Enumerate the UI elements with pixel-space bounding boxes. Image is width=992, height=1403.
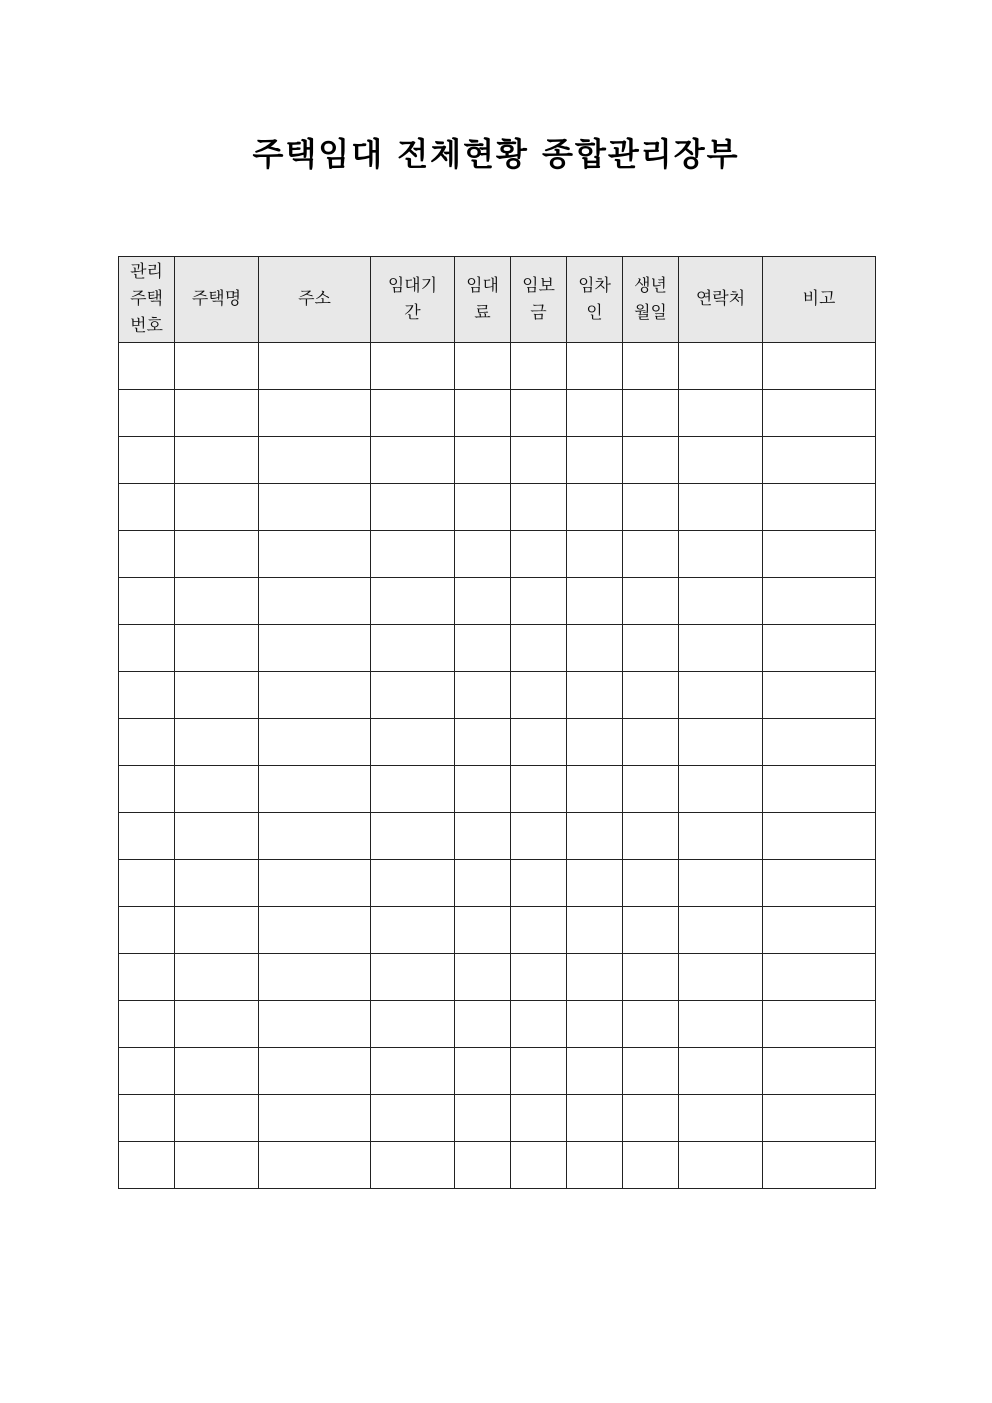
cell-lease-period[interactable] xyxy=(371,437,455,484)
cell-remarks[interactable] xyxy=(763,907,876,954)
cell-remarks[interactable] xyxy=(763,1142,876,1189)
cell-contact[interactable] xyxy=(679,1048,763,1095)
cell-address[interactable] xyxy=(259,578,371,625)
cell-deposit[interactable] xyxy=(511,1095,567,1142)
cell-birth-date[interactable] xyxy=(623,860,679,907)
cell-house-number[interactable] xyxy=(119,1142,175,1189)
cell-birth-date[interactable] xyxy=(623,1048,679,1095)
cell-tenant[interactable] xyxy=(567,1095,623,1142)
cell-remarks[interactable] xyxy=(763,531,876,578)
cell-house-name[interactable] xyxy=(175,1001,259,1048)
cell-contact[interactable] xyxy=(679,343,763,390)
cell-contact[interactable] xyxy=(679,672,763,719)
cell-lease-period[interactable] xyxy=(371,813,455,860)
cell-rent[interactable] xyxy=(455,1001,511,1048)
cell-house-number[interactable] xyxy=(119,625,175,672)
cell-lease-period[interactable] xyxy=(371,907,455,954)
cell-tenant[interactable] xyxy=(567,437,623,484)
cell-address[interactable] xyxy=(259,390,371,437)
cell-birth-date[interactable] xyxy=(623,766,679,813)
table-row xyxy=(119,625,876,672)
cell-deposit[interactable] xyxy=(511,437,567,484)
cell-address[interactable] xyxy=(259,1142,371,1189)
cell-house-name[interactable] xyxy=(175,1095,259,1142)
cell-birth-date[interactable] xyxy=(623,954,679,1001)
cell-lease-period[interactable] xyxy=(371,1095,455,1142)
table-row xyxy=(119,437,876,484)
cell-contact[interactable] xyxy=(679,766,763,813)
cell-lease-period[interactable] xyxy=(371,625,455,672)
cell-tenant[interactable] xyxy=(567,1142,623,1189)
cell-lease-period[interactable] xyxy=(371,343,455,390)
cell-rent[interactable] xyxy=(455,1095,511,1142)
cell-deposit[interactable] xyxy=(511,531,567,578)
header-house-name: 주택명 xyxy=(175,257,259,343)
cell-remarks[interactable] xyxy=(763,766,876,813)
cell-contact[interactable] xyxy=(679,578,763,625)
cell-tenant[interactable] xyxy=(567,531,623,578)
cell-remarks[interactable] xyxy=(763,813,876,860)
cell-address[interactable] xyxy=(259,437,371,484)
cell-remarks[interactable] xyxy=(763,954,876,1001)
cell-house-number[interactable] xyxy=(119,1001,175,1048)
header-address: 주소 xyxy=(259,257,371,343)
table-row xyxy=(119,1001,876,1048)
cell-house-name[interactable] xyxy=(175,390,259,437)
cell-contact[interactable] xyxy=(679,625,763,672)
cell-remarks[interactable] xyxy=(763,1048,876,1095)
cell-birth-date[interactable] xyxy=(623,390,679,437)
cell-birth-date[interactable] xyxy=(623,1001,679,1048)
cell-deposit[interactable] xyxy=(511,1048,567,1095)
header-rent: 임대 료 xyxy=(455,257,511,343)
cell-house-number[interactable] xyxy=(119,484,175,531)
cell-house-name[interactable] xyxy=(175,672,259,719)
cell-birth-date[interactable] xyxy=(623,719,679,766)
cell-birth-date[interactable] xyxy=(623,437,679,484)
cell-rent[interactable] xyxy=(455,437,511,484)
table-row xyxy=(119,343,876,390)
cell-birth-date[interactable] xyxy=(623,343,679,390)
cell-house-number[interactable] xyxy=(119,813,175,860)
cell-house-name[interactable] xyxy=(175,625,259,672)
cell-birth-date[interactable] xyxy=(623,813,679,860)
cell-deposit[interactable] xyxy=(511,1001,567,1048)
cell-contact[interactable] xyxy=(679,437,763,484)
cell-rent[interactable] xyxy=(455,625,511,672)
cell-rent[interactable] xyxy=(455,954,511,1001)
cell-birth-date[interactable] xyxy=(623,578,679,625)
cell-house-name[interactable] xyxy=(175,531,259,578)
cell-house-name[interactable] xyxy=(175,1048,259,1095)
cell-rent[interactable] xyxy=(455,813,511,860)
cell-rent[interactable] xyxy=(455,531,511,578)
cell-deposit[interactable] xyxy=(511,719,567,766)
cell-deposit[interactable] xyxy=(511,672,567,719)
cell-address[interactable] xyxy=(259,531,371,578)
cell-house-name[interactable] xyxy=(175,766,259,813)
housing-lease-ledger-table xyxy=(118,256,876,1189)
cell-house-name[interactable] xyxy=(175,907,259,954)
cell-house-name[interactable] xyxy=(175,484,259,531)
cell-contact[interactable] xyxy=(679,531,763,578)
cell-address[interactable] xyxy=(259,625,371,672)
ledger-body xyxy=(119,343,876,1189)
cell-contact[interactable] xyxy=(679,860,763,907)
cell-birth-date[interactable] xyxy=(623,484,679,531)
table-row xyxy=(119,1142,876,1189)
cell-remarks[interactable] xyxy=(763,672,876,719)
cell-contact[interactable] xyxy=(679,390,763,437)
cell-contact[interactable] xyxy=(679,813,763,860)
table-row xyxy=(119,954,876,1001)
cell-deposit[interactable] xyxy=(511,625,567,672)
cell-rent[interactable] xyxy=(455,1142,511,1189)
cell-deposit[interactable] xyxy=(511,343,567,390)
cell-tenant[interactable] xyxy=(567,484,623,531)
cell-tenant[interactable] xyxy=(567,390,623,437)
cell-deposit[interactable] xyxy=(511,484,567,531)
cell-lease-period[interactable] xyxy=(371,954,455,1001)
cell-address[interactable] xyxy=(259,484,371,531)
page-title: 주택임대 전체현황 종합관리장부 xyxy=(252,135,740,173)
cell-remarks[interactable] xyxy=(763,343,876,390)
cell-remarks[interactable] xyxy=(763,860,876,907)
cell-birth-date[interactable] xyxy=(623,531,679,578)
header-birth-date: 생년 월일 xyxy=(623,257,679,343)
cell-tenant[interactable] xyxy=(567,719,623,766)
cell-lease-period[interactable] xyxy=(371,1001,455,1048)
cell-contact[interactable] xyxy=(679,484,763,531)
cell-deposit[interactable] xyxy=(511,390,567,437)
cell-birth-date[interactable] xyxy=(623,907,679,954)
cell-address[interactable] xyxy=(259,860,371,907)
cell-tenant[interactable] xyxy=(567,860,623,907)
cell-rent[interactable] xyxy=(455,343,511,390)
table-row xyxy=(119,390,876,437)
cell-house-number[interactable] xyxy=(119,860,175,907)
header-deposit: 임보 금 xyxy=(511,257,567,343)
cell-house-number[interactable] xyxy=(119,1095,175,1142)
cell-lease-period[interactable] xyxy=(371,531,455,578)
cell-remarks[interactable] xyxy=(763,1095,876,1142)
cell-lease-period[interactable] xyxy=(371,1048,455,1095)
cell-lease-period[interactable] xyxy=(371,1142,455,1189)
cell-contact[interactable] xyxy=(679,907,763,954)
cell-birth-date[interactable] xyxy=(623,625,679,672)
cell-house-number[interactable] xyxy=(119,578,175,625)
cell-tenant[interactable] xyxy=(567,907,623,954)
cell-rent[interactable] xyxy=(455,766,511,813)
cell-birth-date[interactable] xyxy=(623,1095,679,1142)
cell-remarks[interactable] xyxy=(763,719,876,766)
cell-deposit[interactable] xyxy=(511,1142,567,1189)
cell-remarks[interactable] xyxy=(763,578,876,625)
cell-address[interactable] xyxy=(259,719,371,766)
cell-remarks[interactable] xyxy=(763,484,876,531)
table-row xyxy=(119,907,876,954)
cell-tenant[interactable] xyxy=(567,578,623,625)
cell-deposit[interactable] xyxy=(511,766,567,813)
cell-contact[interactable] xyxy=(679,1095,763,1142)
header-lease-period: 임대기 간 xyxy=(371,257,455,343)
table-row xyxy=(119,719,876,766)
cell-rent[interactable] xyxy=(455,484,511,531)
cell-tenant[interactable] xyxy=(567,343,623,390)
cell-lease-period[interactable] xyxy=(371,860,455,907)
cell-lease-period[interactable] xyxy=(371,390,455,437)
cell-address[interactable] xyxy=(259,343,371,390)
cell-house-name[interactable] xyxy=(175,578,259,625)
table-row xyxy=(119,766,876,813)
cell-deposit[interactable] xyxy=(511,578,567,625)
cell-remarks[interactable] xyxy=(763,625,876,672)
cell-contact[interactable] xyxy=(679,1001,763,1048)
table-row xyxy=(119,860,876,907)
cell-tenant[interactable] xyxy=(567,954,623,1001)
cell-address[interactable] xyxy=(259,1001,371,1048)
header-row xyxy=(119,257,876,343)
cell-house-name[interactable] xyxy=(175,437,259,484)
cell-contact[interactable] xyxy=(679,1142,763,1189)
cell-tenant[interactable] xyxy=(567,625,623,672)
cell-lease-period[interactable] xyxy=(371,484,455,531)
cell-house-name[interactable] xyxy=(175,719,259,766)
cell-birth-date[interactable] xyxy=(623,672,679,719)
cell-house-name[interactable] xyxy=(175,813,259,860)
cell-deposit[interactable] xyxy=(511,954,567,1001)
cell-house-number[interactable] xyxy=(119,672,175,719)
cell-address[interactable] xyxy=(259,813,371,860)
cell-remarks[interactable] xyxy=(763,390,876,437)
cell-deposit[interactable] xyxy=(511,907,567,954)
cell-rent[interactable] xyxy=(455,672,511,719)
cell-tenant[interactable] xyxy=(567,766,623,813)
cell-rent[interactable] xyxy=(455,907,511,954)
header-contact: 연락처 xyxy=(679,257,763,343)
cell-tenant[interactable] xyxy=(567,1001,623,1048)
cell-address[interactable] xyxy=(259,1048,371,1095)
table-row xyxy=(119,531,876,578)
cell-rent[interactable] xyxy=(455,578,511,625)
header-remarks: 비고 xyxy=(763,257,876,343)
cell-house-number[interactable] xyxy=(119,954,175,1001)
cell-house-number[interactable] xyxy=(119,766,175,813)
cell-house-name[interactable] xyxy=(175,1142,259,1189)
cell-house-number[interactable] xyxy=(119,719,175,766)
cell-tenant[interactable] xyxy=(567,813,623,860)
cell-contact[interactable] xyxy=(679,719,763,766)
header-tenant: 임차 인 xyxy=(567,257,623,343)
cell-house-name[interactable] xyxy=(175,860,259,907)
table-row xyxy=(119,813,876,860)
cell-deposit[interactable] xyxy=(511,813,567,860)
table-row xyxy=(119,1048,876,1095)
cell-house-name[interactable] xyxy=(175,954,259,1001)
cell-rent[interactable] xyxy=(455,1048,511,1095)
cell-tenant[interactable] xyxy=(567,1048,623,1095)
cell-lease-period[interactable] xyxy=(371,672,455,719)
table-row xyxy=(119,484,876,531)
cell-birth-date[interactable] xyxy=(623,1142,679,1189)
cell-house-number[interactable] xyxy=(119,437,175,484)
cell-rent[interactable] xyxy=(455,390,511,437)
cell-house-number[interactable] xyxy=(119,1048,175,1095)
cell-address[interactable] xyxy=(259,907,371,954)
cell-address[interactable] xyxy=(259,1095,371,1142)
table-row xyxy=(119,672,876,719)
table-row xyxy=(119,1095,876,1142)
cell-house-number[interactable] xyxy=(119,390,175,437)
cell-house-number[interactable] xyxy=(119,531,175,578)
cell-lease-period[interactable] xyxy=(371,719,455,766)
cell-contact[interactable] xyxy=(679,954,763,1001)
cell-address[interactable] xyxy=(259,672,371,719)
cell-remarks[interactable] xyxy=(763,1001,876,1048)
cell-lease-period[interactable] xyxy=(371,766,455,813)
cell-house-number[interactable] xyxy=(119,907,175,954)
cell-rent[interactable] xyxy=(455,719,511,766)
cell-house-name[interactable] xyxy=(175,343,259,390)
cell-tenant[interactable] xyxy=(567,672,623,719)
cell-lease-period[interactable] xyxy=(371,578,455,625)
cell-address[interactable] xyxy=(259,766,371,813)
cell-house-number[interactable] xyxy=(119,343,175,390)
cell-address[interactable] xyxy=(259,954,371,1001)
cell-remarks[interactable] xyxy=(763,437,876,484)
header-house-number: 관리 주택 번호 xyxy=(119,257,175,343)
cell-deposit[interactable] xyxy=(511,860,567,907)
table-row xyxy=(119,578,876,625)
cell-rent[interactable] xyxy=(455,860,511,907)
